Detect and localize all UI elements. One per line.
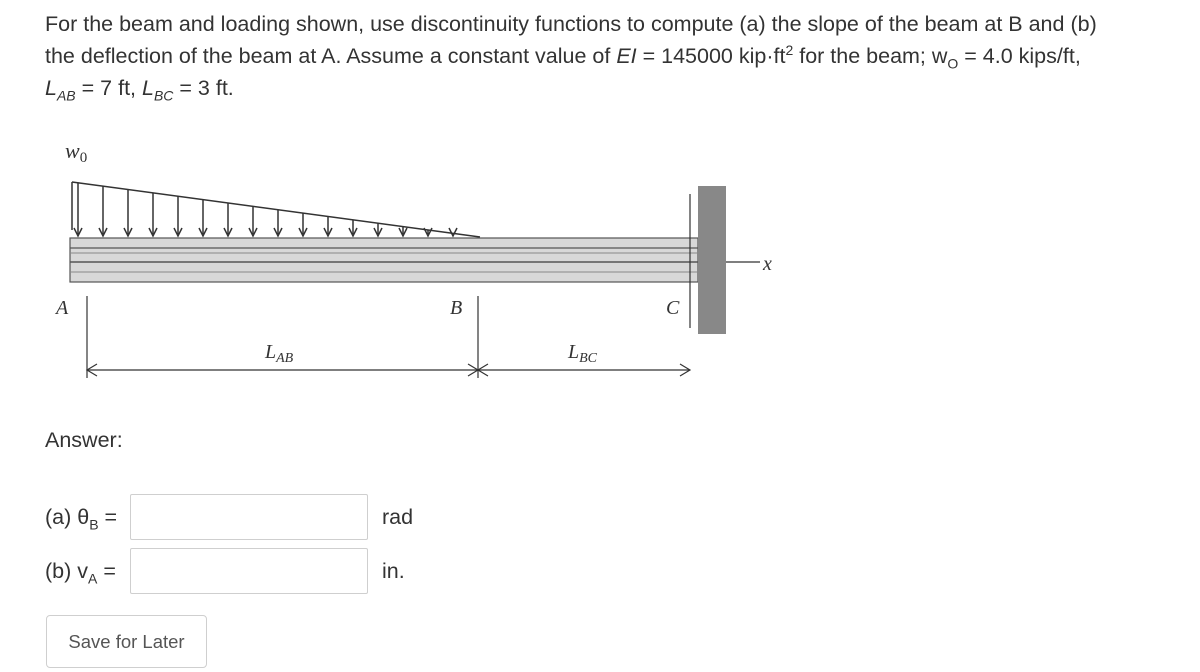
distributed-load: [72, 182, 480, 237]
point-c-label: C: [666, 297, 680, 319]
fixed-wall: [698, 186, 726, 334]
dim-lab-label: $L_{AB}$: [265, 341, 294, 366]
problem-statement: [45, 8, 1165, 104]
point-a-label: A: [56, 297, 69, 319]
question-a-label: (a) $\theta_B$ =: [45, 505, 118, 533]
unit-rad: rad: [382, 505, 414, 529]
save-for-later-button[interactable]: Save for Later: [46, 615, 207, 668]
problem-line-2: the deflection of the beam at A. Assume a constant value of EI = 145000 $kip\cdot ft^2$ for the beam; $w_O = 4.0$ kips/ft,: [45, 41, 1081, 72]
beam-diagram: [40, 130, 800, 390]
dimension-lines: [87, 364, 690, 376]
problem-line-1: For the beam and loading shown, use discontinuity functions to compute (a) the slope of the beam at B and (b): [45, 12, 1097, 36]
beam: [70, 238, 698, 282]
deflection-a-input[interactable]: [130, 548, 368, 594]
slope-b-input[interactable]: [130, 494, 368, 540]
point-b-label: B: [450, 297, 463, 319]
load-arrow-head: [449, 228, 457, 236]
x-axis-label: x: [763, 253, 772, 275]
w0-label: w0: [65, 138, 88, 166]
unit-in: in.: [382, 559, 405, 583]
problem-line-3: $L_{AB} = 7$ ft, $L_{BC} = 3$ ft.: [45, 76, 234, 104]
question-b-label: (b) $v_A$ =: [45, 559, 116, 587]
answer-heading: Answer:: [45, 428, 123, 452]
dim-lbc-label: $L_{BC}$: [568, 341, 598, 366]
